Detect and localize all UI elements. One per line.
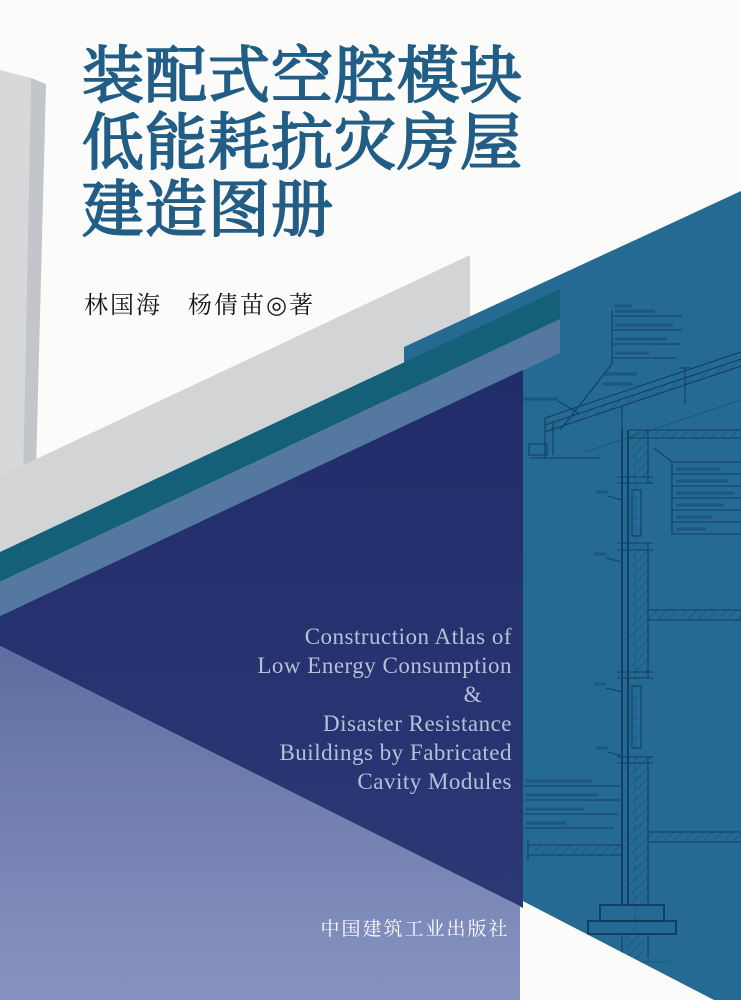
page-title [82,44,562,245]
english-title-ampersand: & [463,682,482,707]
english-title-line-6: Cavity Modules [357,769,512,794]
english-title-line-5: Buildings by Fabricated [279,740,512,765]
title-line-1: 装配式空腔模块 [82,43,524,111]
title-line-3: 建造图册 [82,177,335,245]
title-line-2: 低能耗抗灾房屋 [82,110,524,178]
authors-line: 林国海 杨倩苗◎著 [84,293,315,319]
english-title-line-2: Low Energy Consumption [257,653,512,678]
english-title-line-1: Construction Atlas of [304,624,512,649]
english-title-line-4: Disaster Resistance [323,711,512,736]
english-title [172,622,512,796]
publisher-name: 中国建筑工业出版社 [320,919,510,940]
